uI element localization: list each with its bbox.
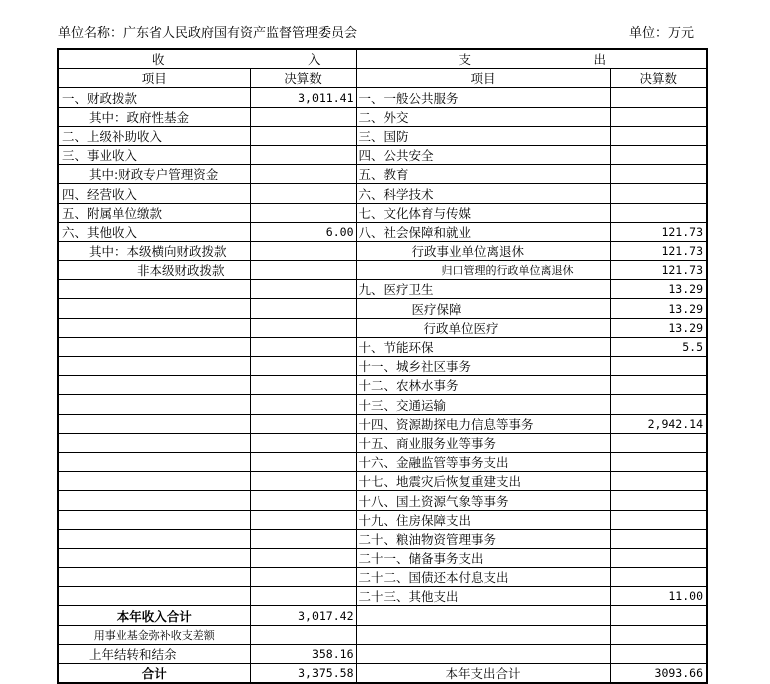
income-item-value (250, 568, 356, 587)
expense-item-label: 七、文化体育与传媒 (356, 203, 610, 222)
expense-item-value (610, 126, 707, 145)
expense-item-label: 二十、粮油物资管理事务 (356, 529, 610, 548)
budget-table (57, 48, 708, 684)
expense-item-value: 13.29 (610, 280, 707, 299)
income-item-label (58, 587, 250, 606)
income-item-label (58, 299, 250, 318)
income-item-value (250, 241, 356, 260)
expense-item-value (610, 357, 707, 376)
income-item-label (58, 472, 250, 491)
income-item-value (250, 280, 356, 299)
fund-value (250, 625, 356, 644)
expense-amount-header: 决算数 (610, 69, 707, 88)
expense-item-label: 一、一般公共服务 (356, 88, 610, 107)
income-item-value (250, 587, 356, 606)
expense-item-label: 四、公共安全 (356, 145, 610, 164)
expense-summary-label (356, 606, 610, 625)
income-item-label (58, 280, 250, 299)
expense-item-value: 2,942.14 (610, 414, 707, 433)
carryover-label: 上年结转和结余 (58, 644, 250, 663)
income-item-value (250, 491, 356, 510)
income-item-value (250, 318, 356, 337)
table-row (58, 145, 707, 164)
income-item-label (58, 357, 250, 376)
expense-item-value (610, 472, 707, 491)
table-row (58, 203, 707, 222)
expense-item-value: 121.73 (610, 261, 707, 280)
expense-item-label: 医疗保障 (356, 299, 610, 318)
expense-item-value (610, 145, 707, 164)
table-row (58, 529, 707, 548)
table-row (58, 241, 707, 260)
table-row (58, 568, 707, 587)
income-item-label (58, 433, 250, 452)
expense-item-label: 十七、地震灾后恢复重建支出 (356, 472, 610, 491)
income-item-label (58, 568, 250, 587)
income-item-label (58, 491, 250, 510)
expense-item-value (610, 548, 707, 567)
income-item-label (58, 414, 250, 433)
income-item-value (250, 357, 356, 376)
expense-item-label: 六、科学技术 (356, 184, 610, 203)
expense-item-value: 121.73 (610, 222, 707, 241)
table-row (58, 414, 707, 433)
table-row (58, 452, 707, 471)
expense-item-label: 十一、城乡社区事务 (356, 357, 610, 376)
fund-label: 用事业基金弥补收支差额 (58, 625, 250, 644)
income-item-value (250, 337, 356, 356)
income-item-value: 3,011.41 (250, 88, 356, 107)
table-row (58, 318, 707, 337)
income-item-value (250, 548, 356, 567)
income-item-label (58, 529, 250, 548)
table-row (58, 88, 707, 107)
table-row (58, 433, 707, 452)
table-row (58, 491, 707, 510)
expense-summary-value (610, 625, 707, 644)
income-item-value (250, 261, 356, 280)
expense-item-value (610, 376, 707, 395)
unit-label: 单位：万元 (629, 26, 695, 41)
expense-total-value: 3093.66 (610, 664, 707, 684)
income-item-label: 六、其他收入 (58, 222, 250, 241)
table-row (58, 376, 707, 395)
income-amount-header: 决算数 (250, 69, 356, 88)
expense-item-value (610, 88, 707, 107)
expense-item-value (610, 452, 707, 471)
expense-item-value (610, 203, 707, 222)
expense-item-value: 5.5 (610, 337, 707, 356)
income-item-value (250, 165, 356, 184)
expense-item-value: 13.29 (610, 318, 707, 337)
expense-summary-value (610, 606, 707, 625)
table-row (58, 395, 707, 414)
expense-item-label: 十八、国土资源气象等事务 (356, 491, 610, 510)
table-row (58, 548, 707, 567)
expense-item-label: 十三、交通运输 (356, 395, 610, 414)
table-row (58, 472, 707, 491)
income-item-label (58, 548, 250, 567)
expense-item-value (610, 433, 707, 452)
summary-row (58, 644, 707, 663)
table-row (58, 184, 707, 203)
income-item-label (58, 395, 250, 414)
expense-item-value (610, 529, 707, 548)
income-item-label: 二、上级补助收入 (58, 126, 250, 145)
carryover-value: 358.16 (250, 644, 356, 663)
income-item-label: 其中：本级横向财政拨款 (58, 241, 250, 260)
table-row (58, 222, 707, 241)
expense-item-label: 二十一、储备事务支出 (356, 548, 610, 567)
expense-item-label: 归口管理的行政单位离退休 (356, 261, 610, 280)
expense-item-value (610, 395, 707, 414)
table-row (58, 510, 707, 529)
expense-total-label: 本年支出合计 (356, 664, 610, 684)
table-row (58, 357, 707, 376)
section-header-row (58, 49, 707, 69)
summary-row (58, 625, 707, 644)
table-row (58, 126, 707, 145)
table-row (58, 337, 707, 356)
total-value: 3,375.58 (250, 664, 356, 684)
income-item-value (250, 376, 356, 395)
expense-item-label: 十四、资源勘探电力信息等事务 (356, 414, 610, 433)
table-row (58, 165, 707, 184)
income-item-label (58, 376, 250, 395)
income-total-value: 3,017.42 (250, 606, 356, 625)
income-item-value (250, 184, 356, 203)
expense-item-label: 行政单位医疗 (356, 318, 610, 337)
expense-item-label: 十二、农林水事务 (356, 376, 610, 395)
income-item-value: 6.00 (250, 222, 356, 241)
expense-item-value (610, 491, 707, 510)
income-item-value (250, 203, 356, 222)
expense-item-value (610, 107, 707, 126)
income-item-value (250, 472, 356, 491)
expense-item-label: 十五、商业服务业等事务 (356, 433, 610, 452)
table-row (58, 261, 707, 280)
income-item-label: 非本级财政拨款 (58, 261, 250, 280)
income-item-label: 其中：政府性基金 (58, 107, 250, 126)
table-row (58, 299, 707, 318)
income-item-label (58, 337, 250, 356)
income-item-value (250, 299, 356, 318)
expense-item-value: 11.00 (610, 587, 707, 606)
income-total-label: 本年收入合计 (58, 606, 250, 625)
income-item-label: 一、财政拨款 (58, 88, 250, 107)
income-item-value (250, 433, 356, 452)
expense-item-label: 八、社会保障和就业 (356, 222, 610, 241)
table-row (58, 280, 707, 299)
expense-item-label: 二十二、国债还本付息支出 (356, 568, 610, 587)
expense-item-label: 十九、住房保障支出 (356, 510, 610, 529)
expense-item-value (610, 510, 707, 529)
income-item-label: 四、经营收入 (58, 184, 250, 203)
expense-item-label: 二、外交 (356, 107, 610, 126)
expense-summary-value (610, 644, 707, 663)
expense-item-value (610, 165, 707, 184)
income-item-value (250, 529, 356, 548)
expense-item-label: 二十三、其他支出 (356, 587, 610, 606)
table-row (58, 587, 707, 606)
expense-item-label: 行政事业单位离退休 (356, 241, 610, 260)
income-item-label: 其中:财政专户管理资金 (58, 165, 250, 184)
income-item-label: 三、事业收入 (58, 145, 250, 164)
income-section-header: 收 入 (58, 49, 356, 69)
income-item-label: 五、附属单位缴款 (58, 203, 250, 222)
expense-item-value: 121.73 (610, 241, 707, 260)
expense-item-label: 五、教育 (356, 165, 610, 184)
income-item-value (250, 145, 356, 164)
income-item-label (58, 452, 250, 471)
total-label: 合计 (58, 664, 250, 684)
expense-item-value (610, 568, 707, 587)
expense-item-label: 十六、金融监管等事务支出 (356, 452, 610, 471)
unit-name: 单位名称：广东省人民政府国有资产监督管理委员会 (58, 26, 358, 41)
expense-summary-label (356, 625, 610, 644)
expense-summary-label (356, 644, 610, 663)
income-item-label (58, 510, 250, 529)
income-item-header: 项目 (58, 69, 250, 88)
column-header-row (58, 69, 707, 88)
expense-item-label: 三、国防 (356, 126, 610, 145)
table-row (58, 107, 707, 126)
expense-item-value: 13.29 (610, 299, 707, 318)
expense-section-header: 支 出 (356, 49, 707, 69)
income-item-value (250, 452, 356, 471)
income-item-value (250, 414, 356, 433)
income-item-value (250, 126, 356, 145)
expense-item-header: 项目 (356, 69, 610, 88)
expense-item-label: 九、医疗卫生 (356, 280, 610, 299)
summary-row (58, 606, 707, 625)
income-item-value (250, 107, 356, 126)
income-item-label (58, 318, 250, 337)
income-item-value (250, 395, 356, 414)
expense-item-label: 十、节能环保 (356, 337, 610, 356)
expense-item-value (610, 184, 707, 203)
income-item-value (250, 510, 356, 529)
summary-row (58, 664, 707, 684)
